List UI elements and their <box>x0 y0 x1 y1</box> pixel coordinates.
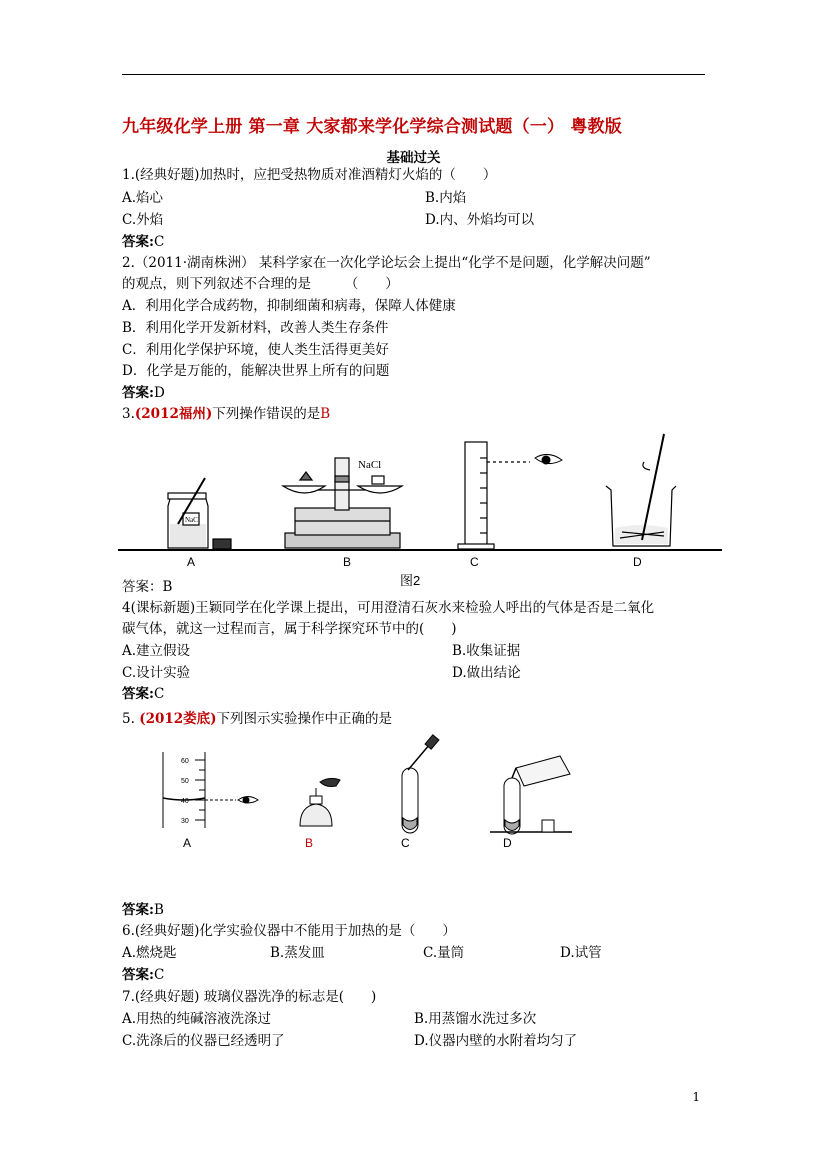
q2-option-b: B．利用化学开发新材料，改善人类生存条件 <box>122 320 389 336</box>
q6-option-c: C.量筒 <box>423 945 465 961</box>
answer-label: 答案: <box>122 902 154 918</box>
q3-caption: 图2 <box>400 573 421 588</box>
test-tube-dropper-icon <box>402 735 439 833</box>
nacl-small-label: NaCl <box>185 516 200 524</box>
answer-label: 答案: <box>122 967 154 983</box>
answer-label: 答案： <box>122 579 163 595</box>
q6-option-d: D.试管 <box>560 945 602 961</box>
q5-number: 5. <box>122 711 135 727</box>
eye-icon <box>535 454 562 464</box>
q5-stem <box>122 710 392 728</box>
q4-option-c: C.设计实验 <box>122 665 191 681</box>
alcohol-lamp-icon <box>300 778 340 826</box>
answer-value: C <box>153 686 165 702</box>
q2-option-d: D．化学是万能的，能解决世界上所有的问题 <box>122 363 390 379</box>
q2-option-a: A．利用化学合成药物，抑制细菌和病毒，保障人体健康 <box>122 298 456 314</box>
section-heading: 基础过关 <box>386 150 441 166</box>
answer-value: B <box>162 579 173 595</box>
q3-stem-text: 下列操作错误的是 <box>212 406 321 422</box>
q2-option-c: C．利用化学保护环境，使人类生活得更美好 <box>122 342 389 358</box>
q7-option-d: D.仪器内壁的水附着均匀了 <box>414 1033 578 1049</box>
reagent-jar-icon <box>168 478 231 549</box>
q4-stem-line1: 4(课标新题)王颖同学在化学课上提出，可用澄清石灰水来检验人呼出的气体是否是二氧化 <box>122 600 655 616</box>
pouring-liquid-icon <box>490 756 572 834</box>
q7-option-c: C.洗涤后的仪器已经透明了 <box>122 1033 285 1049</box>
q4-option-a: A.建立假设 <box>122 643 191 659</box>
nacl-big-label: NaCl <box>358 459 382 471</box>
q5-answer <box>122 901 164 919</box>
q1-option-b: B.内焰 <box>425 190 467 206</box>
q2-stem-line2: 的观点，则下列叙述不合理的是 （ ） <box>122 276 399 292</box>
q4-option-d: D.做出结论 <box>452 665 521 681</box>
q3-label-c: C <box>470 555 479 569</box>
measuring-cylinder-icon <box>458 442 530 549</box>
graduated-cylinder-icon <box>163 752 236 828</box>
answer-label: 答案: <box>122 385 154 401</box>
q6-option-b: B.蒸发皿 <box>270 945 325 961</box>
answer-value: C <box>153 967 165 983</box>
q5-label-c: C <box>401 836 410 850</box>
q1-option-a: A.焰心 <box>122 190 164 206</box>
balance-icon <box>283 458 402 548</box>
q6-stem: 6.(经典好题)化学实验仪器中不能用于加热的是（ ） <box>122 923 456 939</box>
answer-value: D <box>153 385 165 401</box>
q5-stem-text: 下列图示实验操作中正确的是 <box>216 711 393 727</box>
answer-value: B <box>153 902 164 918</box>
page-title: 九年级化学上册 第一章 大家都来学化学综合测试题（一） 粤教版 <box>122 117 622 137</box>
q1-option-c: C.外焰 <box>122 212 164 228</box>
q1-option-d: D.内、外焰均可以 <box>425 212 535 228</box>
q6-answer <box>122 966 164 984</box>
q5-label-d: D <box>503 836 512 850</box>
q3-label-d: D <box>633 555 642 569</box>
q4-stem-line2: 碳气体，就这一过程而言，属于科学探究环节中的( ) <box>122 621 457 637</box>
eye-icon <box>238 797 258 804</box>
q7-stem: 7.(经典好题) 玻璃仪器洗净的标志是( ) <box>122 989 377 1005</box>
header-rule <box>122 74 705 75</box>
q4-answer <box>122 685 164 703</box>
scale-60: 60 <box>181 758 189 765</box>
q2-answer <box>122 384 165 402</box>
q5-source: (2012娄底) <box>139 711 217 727</box>
q5-figure <box>0 738 827 858</box>
q1-stem: 1.(经典好题)加热时，应把受热物质对准酒精灯火焰的（ ） <box>122 167 497 183</box>
q2-stem-line1: 2.（2011·湖南株洲） 某科学家在一次化学论坛会上提出“化学不是问题，化学解决问题” <box>122 255 651 271</box>
scale-40: 40 <box>181 798 189 805</box>
q4-option-b: B.收集证据 <box>452 643 521 659</box>
q3-label-a: A <box>187 555 196 569</box>
q3-source: (2012福州) <box>134 406 213 422</box>
q3-label-b: B <box>343 555 352 569</box>
answer-label: 答案: <box>122 234 154 250</box>
answer-value: C <box>153 234 165 250</box>
beaker-icon <box>606 434 676 546</box>
q7-option-b: B.用蒸馏水洗过多次 <box>414 1011 537 1027</box>
q3-inline-answer: B <box>320 406 331 422</box>
answer-label: 答案: <box>122 686 154 702</box>
q3-number: 3. <box>122 406 135 422</box>
q5-label-b: B <box>305 836 314 850</box>
q3-answer <box>122 578 172 596</box>
q7-option-a: A.用热的纯碱溶液洗涤过 <box>122 1011 272 1027</box>
scale-50: 50 <box>181 778 189 785</box>
scale-30: 30 <box>181 818 189 825</box>
q3-stem <box>122 405 330 423</box>
q5-label-a: A <box>183 836 192 850</box>
page-number: 1 <box>692 1090 700 1104</box>
q6-option-a: A.燃烧匙 <box>122 945 177 961</box>
q1-answer <box>122 233 164 251</box>
q3-figure <box>0 428 827 578</box>
